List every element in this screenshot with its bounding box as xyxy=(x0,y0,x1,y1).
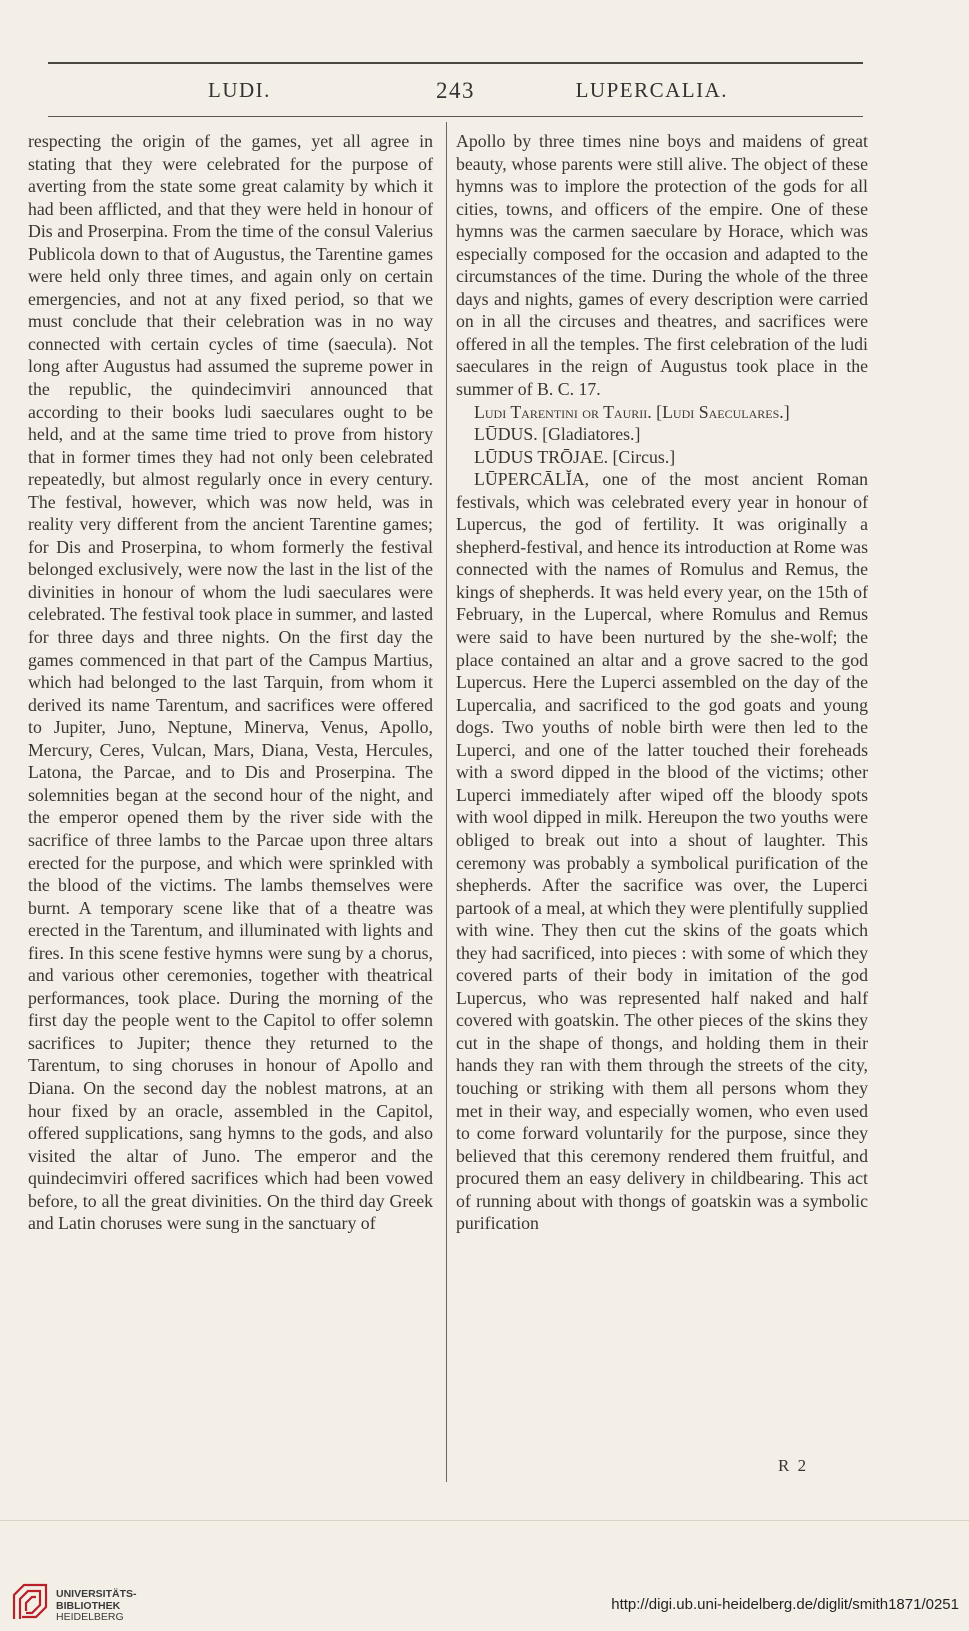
footer-rule xyxy=(0,1520,969,1521)
header-right-title: LUPERCALIA. xyxy=(575,78,728,102)
column-divider xyxy=(446,122,447,1482)
page-number: 243 xyxy=(436,78,475,103)
library-name-line3: HEIDELBERG xyxy=(56,1611,124,1623)
entry-ludi-tarentini: Ludi Tarentini or Taurii. [Ludi Saeculares.] xyxy=(474,401,790,422)
right-column xyxy=(456,130,868,1235)
source-url-link[interactable]: http://digi.ub.uni-heidelberg.de/diglit/smith1871/0251 xyxy=(611,1596,959,1613)
header-left-title: LUDI. xyxy=(208,78,271,102)
library-name xyxy=(56,1589,137,1624)
left-column xyxy=(28,130,433,1235)
right-column-paragraph: Apollo by three times nine boys and maidens of great beauty, whose parents were still alive. The object of these hymns was to implore the protection of the gods for all cities, towns, and officers of the empire. One of these hymns was the carmen saeculare by Horace, which was especially composed for the occasion and adapted to the circumstances of the time. During the whole of the three days and nights, games of every description were carried on in all the circuses and theatres, and sacrifices were offered in all the temples. The first celebration of the ludi saeculares in the reign of Augustus took place in the summer of B. C. 17. xyxy=(456,131,868,400)
running-header xyxy=(48,78,863,114)
entry-ludus-trojae: LŪDUS TRŌJAE. [Circus.] xyxy=(474,446,676,467)
top-rule xyxy=(48,62,863,64)
library-logo-icon xyxy=(10,1581,50,1623)
header-rule xyxy=(48,116,863,117)
entry-lupercalia: LŪPERCĀLĬA, one of the most ancient Roman festivals, which was celebrated every year in honour of Lupercus, the god of fertility. It was originally a shepherd-festival, and hence its introduction at Rome was connected with the names of Romulus and Remus, the kings of shepherds. It was held every year, on the 15th of February, in the Lupercal, where Romulus and Remus were said to have been nurtured by the she-wolf; the place contained an altar and a grove sacred to the god Lupercus. Here the Luperci assembled on the day of the Lupercalia, and sacrificed to the god goats and young dogs. Two youths of noble birth were then led to the Luperci, and one of the latter touched their foreheads with a sword dipped in the blood of the victims; other Luperci immediately after wiped off the bloody spots with wool dipped in milk. Hereupon the two youths were obliged to break out into a shout of laughter. This ceremony was probably a symbolical purification of the shepherds. After the sacrifice was over, the Luperci partook of a meal, at which they were plentifully supplied with wine. They then cut the skins of the goats which they had sacrificed, into pieces : with some of which they covered parts of their body in imitation of the god Lupercus, who was represented half naked and half covered with goatskin. The other pieces of the skins they cut in the shape of thongs, and holding them in their hands they ran with them through the streets of the city, touching or striking with them all persons whom they met in their way, and especially women, who even used to come forward voluntarily for the purpose, since they believed that this ceremony rendered them fruitful, and procured them an easy delivery in childbearing. This act of running about with thongs of goatskin was a symbolic purification xyxy=(456,469,868,1234)
library-name-line2: BIBLIOTHEK xyxy=(56,1599,121,1612)
entry-ludus: LŪDUS. [Gladiatores.] xyxy=(474,424,641,445)
signature-mark: R 2 xyxy=(778,1456,809,1475)
left-column-text: respecting the origin of the games, yet all agree in stating that they were celebrated for the purpose of averting from the state some great calamity by which it had been afflicted, and that they were held in honour of Dis and Proserpina. From the time of the consul Valerius Publicola down to that of Augustus, the Tarentine games were held only three times, and again only on certain emergencies, and not at any fixed period, so that we must conclude that their celebration was in no way connected with certain cycles of time (saecula). Not long after Augustus had assumed the supreme power in the republic, the quindecimviri announced that according to their books ludi saeculares ought to be held, and at the same time tried to prove from history that in former times they had not only been celebrated repeatedly, but almost regularly once in every century. The festival, however, which was now held, was in reality very different from the ancient Tarentine games; for Dis and Proserpina, to whom formerly the festival belonged exclusively, were now the last in the list of the divinities in honour of whom the ludi saeculares were celebrated. The festival took place in summer, and lasted for three days and three nights. On the first day the games commenced in that part of the Campus Martius, which had belonged to the last Tarquin, from whom it derived its name Tarentum, and sacrifices were offered to Jupiter, Juno, Neptune, Minerva, Venus, Apollo, Mercury, Ceres, Vulcan, Mars, Diana, Vesta, Hercules, Latona, the Parcae, and to Dis and Proserpina. The solemnities began at the second hour of the night, and the emperor opened them by the river side with the sacrifice of three lambs to the Parcae upon three altars erected for the purpose, and which were sprinkled with the blood of the victims. The lambs themselves were burnt. A temporary scene like that of a theatre was erected in the Tarentum, and illuminated with lights and fires. In this scene festive hymns were sung by a chorus, and various other ceremonies, together with theatrical performances, took place. During the morning of the first day the people went to the Capitol to offer solemn sacrifices to Jupiter; thence they returned to the Tarentum, to sing choruses in honour of Apollo and Diana. On the second day the noblest matrons, at an hour fixed by an oracle, assembled in the Capitol, offered supplications, sang hymns to the gods, and also visited the altar of Juno. The emperor and the quindecimviri offered sacrifices which had been vowed before, to all the great divinities. On the third day Greek and Latin choruses were sung in the sanctuary of xyxy=(28,131,433,1234)
library-name-line1: UNIVERSITÄTS- xyxy=(56,1588,137,1600)
footer xyxy=(0,1568,969,1628)
